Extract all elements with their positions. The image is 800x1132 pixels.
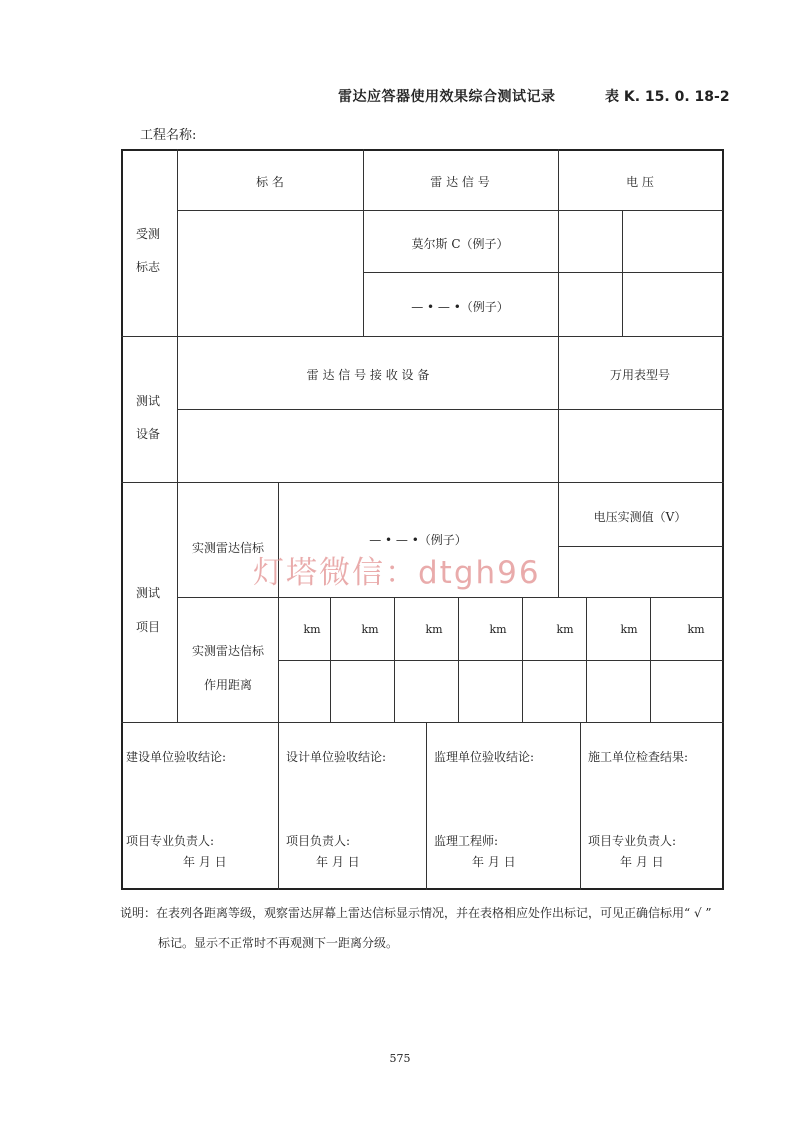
grid-line <box>558 149 559 336</box>
km-unit: km <box>361 623 379 636</box>
page-number: 575 <box>389 1052 411 1065</box>
project-name-label: 工程名称: <box>140 128 197 143</box>
grid-line <box>177 597 723 598</box>
conclusion-date-design: 年 月 日 <box>316 855 360 869</box>
conclusion-title-owner: 建设单位验收结论: <box>126 750 227 764</box>
grid-line <box>558 482 559 597</box>
grid-line <box>426 722 427 890</box>
grid-line <box>558 336 559 482</box>
column-header-receiver: 雷 达 信 号 接 收 设 备 <box>306 368 430 382</box>
grid-line <box>177 149 178 722</box>
conclusion-date-construction: 年 月 日 <box>620 855 664 869</box>
grid-line <box>522 597 523 722</box>
grid-line <box>330 597 331 722</box>
grid-line <box>121 336 724 337</box>
watermark: 灯塔微信：dtgh96 <box>253 555 541 591</box>
grid-line <box>121 722 724 723</box>
grid-line <box>278 660 723 661</box>
table-number: 表 K. 15. 0. 18-2 <box>605 89 730 105</box>
section-label-bottom: 项目 <box>136 620 161 634</box>
conclusion-title-supervision: 监理单位验收结论: <box>434 750 535 764</box>
range-label-bottom: 作用距离 <box>203 678 253 692</box>
conclusion-date-owner: 年 月 日 <box>183 855 227 869</box>
section-label-bottom: 设备 <box>136 427 161 441</box>
km-unit: km <box>687 623 705 636</box>
section-label-top: 测试 <box>136 586 161 600</box>
grid-line <box>580 722 581 890</box>
km-unit: km <box>489 623 507 636</box>
grid-line <box>650 597 651 722</box>
grid-line <box>394 597 395 722</box>
note-line-1: 说明：在表列各距离等级，观察雷达屏幕上雷达信标显示情况，并在表格相应处作出标记，可见正确信标用“ √ ” <box>120 906 712 920</box>
conclusion-title-construction: 施工单位检查结果: <box>588 750 689 764</box>
grid-line <box>177 409 723 410</box>
conclusion-date-supervision: 年 月 日 <box>472 855 516 869</box>
grid-line <box>177 210 723 211</box>
conclusion-signer-supervision: 监理工程师: <box>434 834 499 848</box>
grid-line <box>363 272 723 273</box>
column-header-multimeter: 万用表型号 <box>609 368 671 382</box>
conclusion-title-design: 设计单位验收结论: <box>286 750 387 764</box>
note-line-2: 标记。显示不正常时不再观测下一距离分级。 <box>158 936 399 950</box>
grid-line <box>622 210 623 336</box>
km-unit: km <box>620 623 638 636</box>
grid-line <box>458 597 459 722</box>
grid-line <box>558 546 723 547</box>
voltage-measured-header: 电压实测值（V） <box>593 510 687 524</box>
range-label-top: 实测雷达信标 <box>191 644 265 658</box>
grid-line <box>278 482 279 722</box>
km-unit: km <box>556 623 574 636</box>
column-header-voltage: 电 压 <box>626 175 654 189</box>
grid-line <box>363 149 364 336</box>
grid-line <box>121 482 724 483</box>
morse-c-example: 莫尔斯 C（例子） <box>411 237 509 251</box>
km-unit: km <box>303 623 321 636</box>
column-header-signal: 雷 达 信 号 <box>430 175 490 189</box>
conclusion-signer-design: 项目负责人: <box>286 834 351 848</box>
section-label-top: 受测 <box>136 227 161 241</box>
grid-line <box>278 722 279 890</box>
measured-beacon-label: 实测雷达信标 <box>191 541 265 555</box>
form-title: 雷达应答器使用效果综合测试记录 <box>338 89 556 105</box>
dash-dot-example: — • — •（例子） <box>411 300 509 314</box>
conclusion-signer-owner: 项目专业负责人: <box>126 834 215 848</box>
section-label-top: 测试 <box>136 394 161 408</box>
dash-dot-example: — • — •（例子） <box>369 533 467 547</box>
section-label-bottom: 标志 <box>136 260 161 274</box>
grid-line <box>586 597 587 722</box>
conclusion-signer-construction: 项目专业负责人: <box>588 834 677 848</box>
km-unit: km <box>425 623 443 636</box>
column-header-name: 标 名 <box>256 175 284 189</box>
